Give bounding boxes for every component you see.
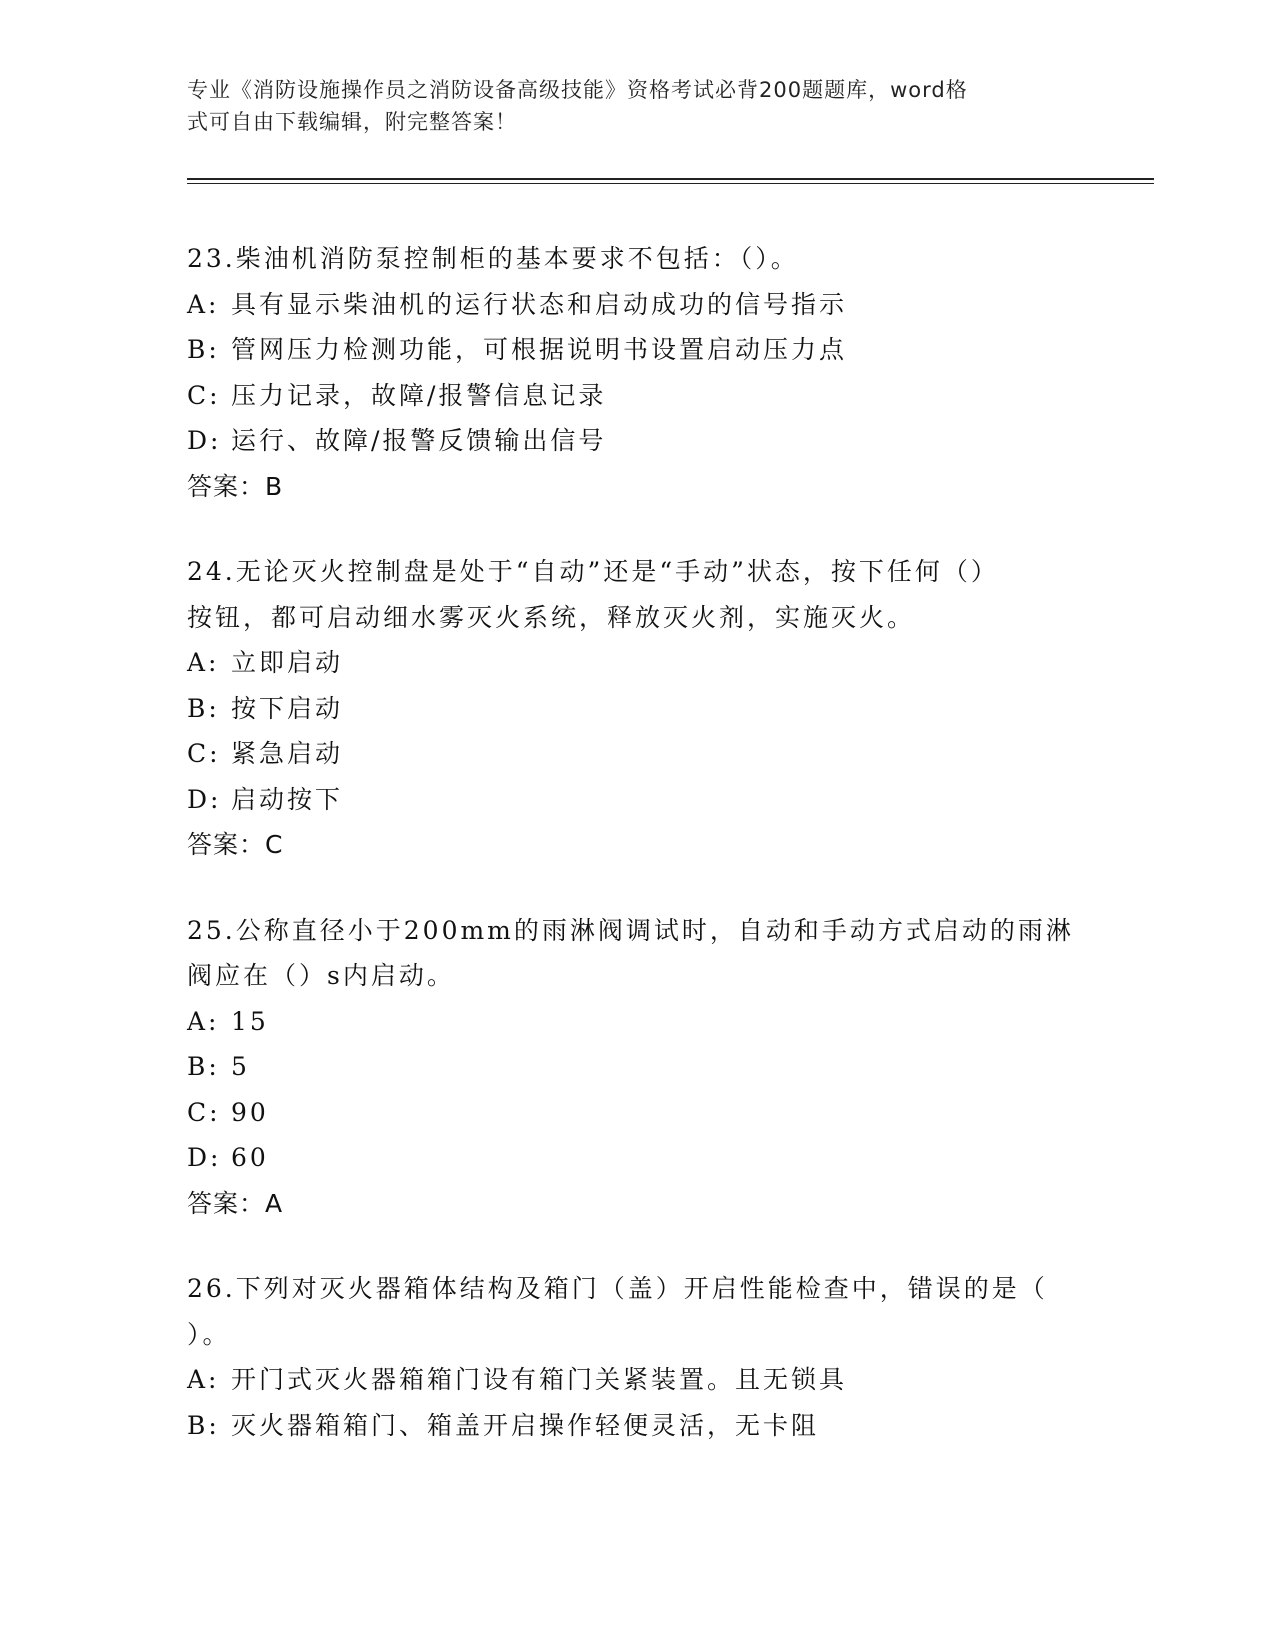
option-a [187, 640, 1087, 686]
option-text: 立即启动 [231, 648, 344, 677]
option-letter: B: [187, 1052, 220, 1081]
option-d [187, 418, 1087, 464]
option-text: 压力记录，故障/报警信息记录 [231, 380, 607, 410]
option-letter: D: [187, 426, 222, 455]
option-text: 开门式灭火器箱箱门设有箱门关紧装置。且无锁具 [231, 1365, 848, 1394]
option-text: 紧急启动 [231, 739, 344, 768]
option-letter: D: [187, 784, 222, 814]
option-d [187, 1135, 1087, 1181]
option-letter: B: [187, 335, 220, 364]
option-text: 15 [231, 1006, 269, 1036]
option-text: 灭火器箱箱门、箱盖开启操作轻便灵活，无卡阻 [231, 1410, 820, 1440]
question-23 [187, 236, 1087, 509]
question-25 [187, 908, 1087, 1227]
option-a [187, 1357, 1087, 1403]
option-letter: A: [187, 648, 220, 677]
option-letter: A: [187, 1006, 220, 1036]
question-stem-line: 23.柴油机消防泵控制柜的基本要求不包括：（）。 [187, 244, 799, 273]
question-stem [187, 549, 1087, 640]
option-letter: C: [187, 380, 221, 410]
option-letter: A: [187, 1365, 220, 1394]
question-stem [187, 1266, 1087, 1357]
question-stem-line: 按钮，都可启动细水雾灭火系统，释放灭火剂，实施灭火。 [187, 602, 916, 632]
question-stem-line: ）。 [187, 1319, 231, 1349]
header-line-2: 式可自由下载编辑，附完整答案！ [187, 110, 517, 134]
option-text: 启动按下 [231, 784, 344, 814]
option-letter: B: [187, 693, 220, 723]
option-text: 60 [231, 1143, 269, 1172]
option-letter: A: [187, 289, 220, 319]
option-b [187, 686, 1087, 732]
option-b [187, 1044, 1087, 1090]
option-letter: C: [187, 1097, 221, 1127]
answer-label: 答案：C [187, 830, 284, 859]
question-list [187, 236, 1087, 1488]
question-stem-line: 26.下列对灭火器箱体结构及箱门（盖）开启性能检查中，错误的是（ [187, 1274, 1048, 1303]
question-26 [187, 1266, 1087, 1448]
option-text: 按下启动 [231, 693, 344, 723]
option-c [187, 373, 1087, 419]
option-letter: C: [187, 739, 221, 768]
option-c [187, 731, 1087, 777]
option-letter: D: [187, 1143, 222, 1172]
question-stem-line: 25.公称直径小于200mm的雨淋阀调试时，自动和手动方式启动的雨淋 [187, 915, 1074, 945]
question-stem-line: 24.无论灭火控制盘是处于“自动”还是“手动”状态，按下任何（） [187, 557, 999, 586]
header-line-1: 专业《消防设施操作员之消防设备高级技能》资格考试必背200题题库，word格 [187, 78, 968, 102]
question-stem [187, 236, 1087, 282]
option-d [187, 777, 1087, 823]
question-stem [187, 908, 1087, 999]
option-text: 具有显示柴油机的运行状态和启动成功的信号指示 [231, 289, 848, 319]
answer-label: 答案：A [187, 1188, 284, 1218]
option-a [187, 999, 1087, 1045]
option-text: 运行、故障/报警反馈输出信号 [231, 426, 607, 455]
document-header [187, 74, 1067, 138]
option-b [187, 327, 1087, 373]
option-a [187, 282, 1087, 328]
option-letter: B: [187, 1410, 220, 1440]
option-b [187, 1403, 1087, 1449]
question-24 [187, 549, 1087, 868]
option-text: 90 [231, 1097, 269, 1127]
question-stem-line: 阀应在（）s内启动。 [187, 961, 455, 990]
option-text: 5 [231, 1052, 250, 1081]
answer-label: 答案：B [187, 471, 284, 501]
option-text: 管网压力检测功能，可根据说明书设置启动压力点 [231, 335, 848, 364]
option-c [187, 1090, 1087, 1136]
header-divider [187, 178, 1154, 184]
